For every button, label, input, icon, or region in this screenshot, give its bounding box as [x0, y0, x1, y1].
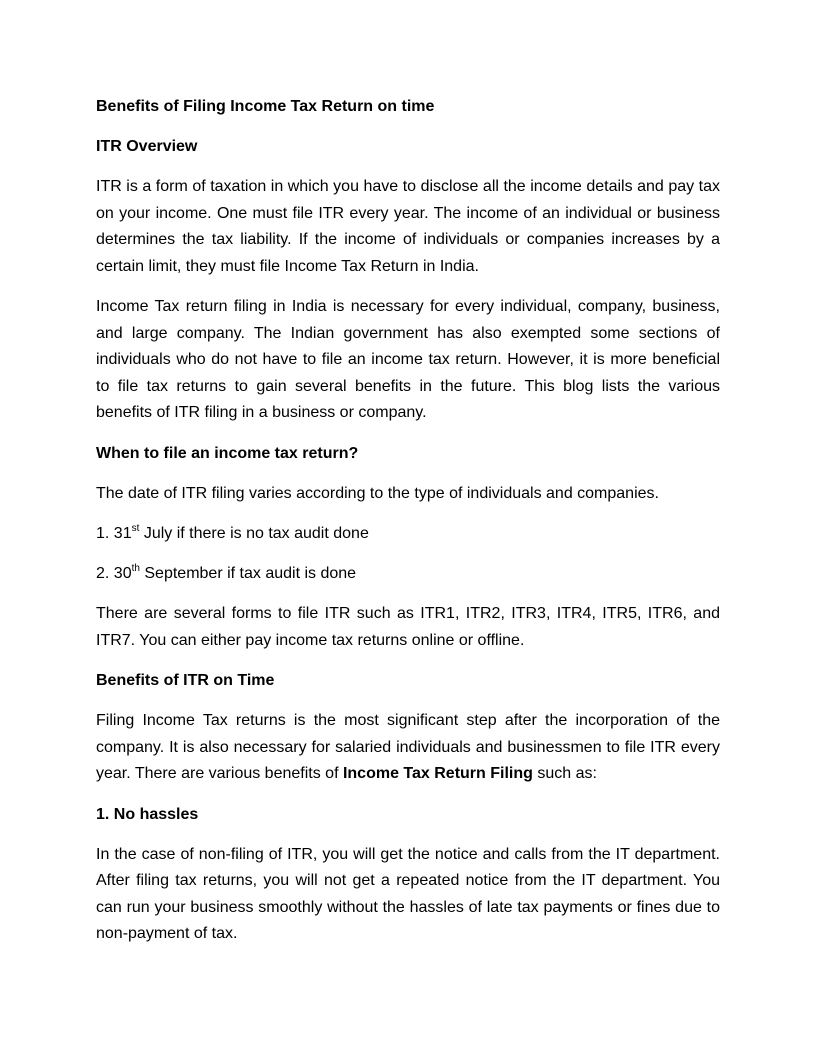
section-heading-itr-overview: ITR Overview	[96, 138, 198, 155]
benefits-paragraph: Filing Income Tax returns is the most significant step after the incorporation of the company. It is also necessary for salaried individuals and businessmen to file ITR every year. There are various benefits of Income Tax Return Filing such as:	[96, 712, 720, 782]
itr-forms-paragraph: There are several forms to file ITR such as ITR1, ITR2, ITR3, ITR4, ITR5, ITR6, and ITR7. You can either pay income tax returns online or offline.	[96, 605, 720, 649]
overview-paragraph-1: ITR is a form of taxation in which you have to disclose all the income details and pay tax on your income. One must file ITR every year. The income of an individual or business determines the tax liability. If the income of individuals or companies increases by a certain limit, they must file Income Tax Return in India.	[96, 178, 720, 275]
section-heading-no-hassles: 1. No hassles	[96, 805, 199, 823]
no-hassles-paragraph: In the case of non-filing of ITR, you will get the notice and calls from the IT department. After filing tax returns, you will not get a repeated notice from the IT department. You can run your business smoothly without the hassles of late tax payments or fines due to non-payment of tax.	[96, 845, 720, 942]
section-heading-benefits: Benefits of ITR on Time	[96, 672, 275, 689]
when-intro-paragraph: The date of ITR filing varies according to the type of individuals and companies.	[96, 484, 659, 502]
overview-paragraph-2: Income Tax return filing in India is necessary for every individual, company, business, and large company. The Indian government has also exempted some sections of individuals who do not have to file an income tax return. However, it is more beneficial to file tax returns to gain several benefits in the future. This blog lists the various benefits of ITR filing in a business or company.	[96, 298, 720, 421]
list-item-september: 2. 30th September if tax audit is done	[96, 563, 357, 582]
section-heading-when-to-file: When to file an income tax return?	[96, 444, 359, 462]
bold-phrase: Income Tax Return Filing	[342, 765, 533, 782]
document-title: Benefits of Filing Income Tax Return on time	[96, 98, 435, 115]
document-page	[96, 94, 720, 962]
list-item-july: 1. 31st July if there is no tax audit done	[96, 523, 369, 542]
